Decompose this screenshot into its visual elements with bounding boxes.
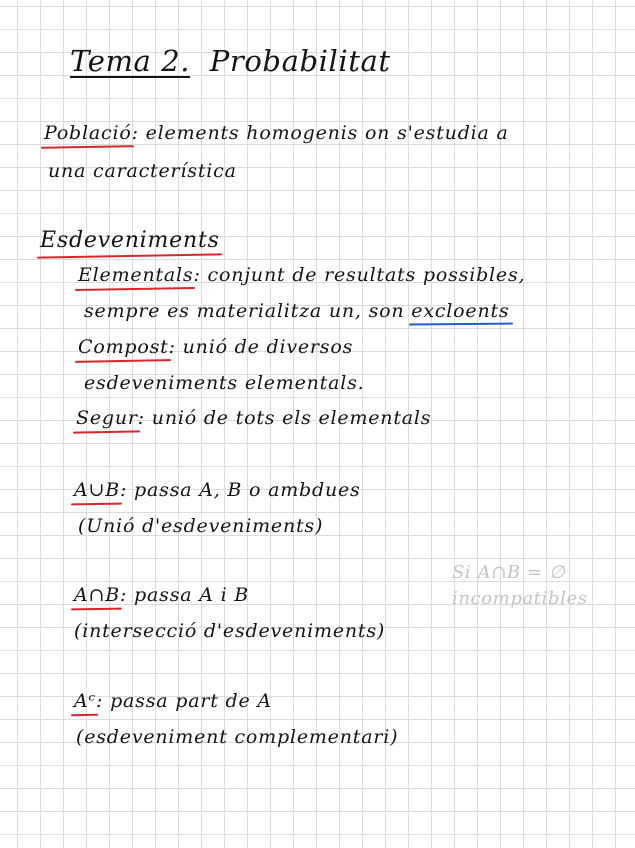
- elementals-text: : conjunt de resultats possibles,: [193, 264, 526, 286]
- complement-term: Aᶜ: [74, 690, 97, 712]
- poblacio-definition: [44, 122, 509, 144]
- segur-text: : unió de tots els elementals: [137, 407, 432, 429]
- side-note-condition: Si A∩B = ∅: [452, 562, 566, 583]
- esdeveniments-term: Esdeveniments: [40, 228, 220, 253]
- title-topic: Tema 2.: [70, 44, 191, 78]
- intersection-text: : passa A i B: [120, 584, 250, 606]
- poblacio-term: Població: [44, 122, 132, 144]
- title-subject: Probabilitat: [209, 44, 391, 78]
- elementals-term: Elementals: [78, 264, 194, 286]
- intersection-definition: [74, 584, 249, 606]
- compost-text: : unió de diversos: [168, 336, 354, 358]
- poblacio-text: : elements homogenis on s'estudia a: [131, 122, 509, 144]
- elementals-definition: [78, 264, 525, 286]
- incompatibles-side-note: [452, 560, 588, 612]
- poblacio-line2: una característica: [48, 160, 237, 182]
- intersection-line2: (intersecció d'esdeveniments): [74, 620, 386, 642]
- intersection-term: A∩B: [74, 584, 121, 606]
- elementals-line2-text: sempre es materialitza un, son: [84, 300, 412, 322]
- union-definition: [74, 479, 361, 501]
- union-text: : passa A, B o ambdues: [120, 479, 361, 501]
- excloents-word: excloents: [411, 300, 510, 322]
- complement-line2: (esdeveniment complementari): [76, 726, 399, 748]
- complement-text: : passa part de A: [96, 690, 272, 712]
- esdeveniments-heading: [40, 228, 220, 253]
- compost-term: Compost: [78, 336, 169, 358]
- union-line2: (Unió d'esdeveniments): [78, 515, 324, 537]
- elementals-line2: [84, 300, 509, 322]
- page-title: [70, 44, 391, 78]
- complement-definition: [74, 690, 272, 712]
- compost-line2: esdeveniments elementals.: [84, 372, 365, 394]
- segur-definition: [76, 407, 431, 429]
- side-note-label: incompatibles: [452, 588, 588, 609]
- union-term: A∪B: [74, 479, 121, 501]
- compost-definition: [78, 336, 353, 358]
- segur-term: Segur: [76, 407, 138, 429]
